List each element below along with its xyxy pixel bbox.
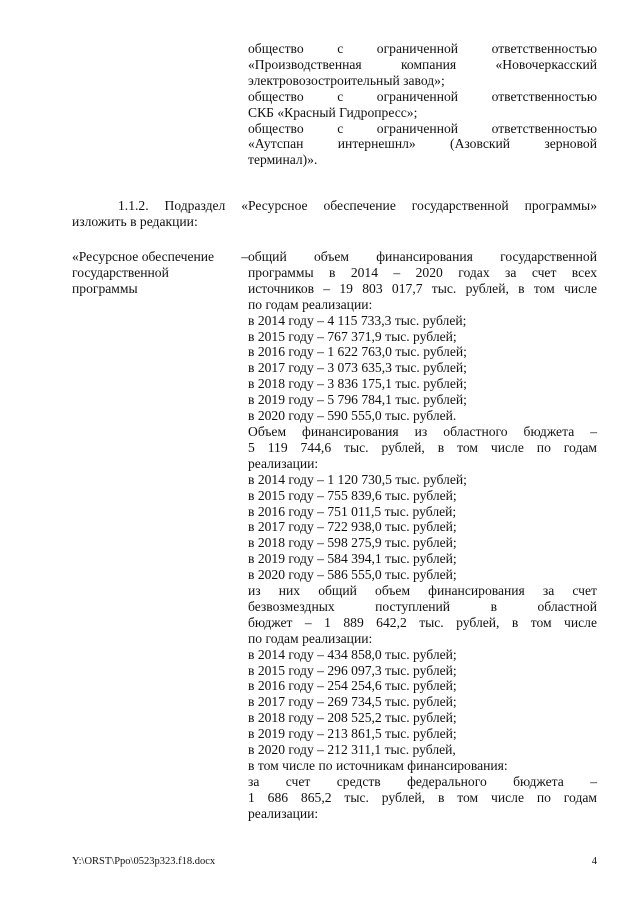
funding-line: в 2018 году – 208 525,2 тыс. рублей; xyxy=(248,710,457,726)
text-line: общество с ограниченной ответственностью xyxy=(248,120,597,136)
text-line: «Производственная компания «Новочеркасский xyxy=(248,56,597,72)
funding-line: в 2018 году – 598 275,9 тыс. рублей; xyxy=(248,535,457,551)
funding-line: 5 119 744,6 тыс. рублей, в том числе по годам xyxy=(248,439,597,455)
page-footer xyxy=(72,856,597,868)
funding-line: реализации: xyxy=(248,455,319,471)
funding-line: по годам реализации: xyxy=(248,296,373,312)
funding-line: общий объем финансирования государственной xyxy=(248,249,597,264)
funding-line: в 2016 году – 254 254,6 тыс. рублей; xyxy=(248,678,457,694)
funding-line: из них общий объем финансирования за счет xyxy=(248,583,597,599)
text-line: «Аутспан интернешнл» (Азовский зерновой xyxy=(248,136,597,152)
funding-line: в 2014 году – 434 858,0 тыс. рублей; xyxy=(248,646,457,662)
funding-line: в 2014 году – 4 115 733,3 тыс. рублей; xyxy=(248,312,467,328)
label-first-row xyxy=(72,249,248,265)
funding-line: 1 686 865,2 тыс. рублей, в том числе по годам xyxy=(248,789,597,805)
text-line: общество с ограниченной ответственностью xyxy=(248,88,597,104)
label-line-3: программы xyxy=(72,280,138,296)
funding-line: бюджет – 1 889 642,2 тыс. рублей, в том числе xyxy=(248,614,597,630)
text-line: общество с ограниченной ответственностью xyxy=(248,41,597,56)
organizations-list-end xyxy=(248,41,597,168)
funding-line: в 2015 году – 767 371,9 тыс. рублей; xyxy=(248,328,457,344)
funding-line: в 2020 году – 586 555,0 тыс. рублей; xyxy=(248,567,457,583)
page-number: 4 xyxy=(591,856,597,867)
funding-line: программы в 2014 – 2020 годах за счет всех xyxy=(248,264,597,280)
label-line-2: государственной xyxy=(72,264,169,280)
subsection-line-2: изложить в редакции: xyxy=(72,213,198,229)
table-label-cell xyxy=(72,249,248,297)
text-line: СКБ «Красный Гидропресс»; xyxy=(248,104,418,120)
subsection-heading xyxy=(72,198,597,230)
funding-line: в 2016 году – 1 622 763,0 тыс. рублей; xyxy=(248,344,467,360)
funding-line: в 2016 году – 751 011,5 тыс. рублей; xyxy=(248,503,457,519)
funding-line: в 2018 году – 3 836 175,1 тыс. рублей; xyxy=(248,376,467,392)
subsection-line-1: 1.1.2. Подраздел «Ресурсное обеспечение государственной программы» xyxy=(118,198,597,213)
funding-line: в 2019 году – 584 394,1 тыс. рублей; xyxy=(248,551,457,567)
funding-line: в 2017 году – 3 073 635,3 тыс. рублей; xyxy=(248,360,467,376)
funding-line: в 2020 году – 212 311,1 тыс. рублей, xyxy=(248,742,456,758)
file-path: Y:\ORST\Ppo\0523p323.f18.docx xyxy=(72,856,216,867)
text-line: электровозостроительный завод»; xyxy=(248,72,445,88)
funding-line: безвозмездных поступлений в областной xyxy=(248,598,597,614)
funding-line: в 2017 году – 269 734,5 тыс. рублей; xyxy=(248,694,457,710)
funding-line: в том числе по источникам финансирования: xyxy=(248,758,508,773)
funding-line: по годам реализации: xyxy=(248,630,373,646)
label-dash: – xyxy=(241,249,248,264)
funding-line: в 2015 году – 296 097,3 тыс. рублей; xyxy=(248,662,457,678)
funding-line: реализации: xyxy=(248,805,319,821)
funding-line: в 2014 году – 1 120 730,5 тыс. рублей; xyxy=(248,471,467,487)
table-value-cell xyxy=(248,249,597,822)
funding-line: в 2019 году – 213 861,5 тыс. рублей; xyxy=(248,726,457,742)
label-line-1: «Ресурсное обеспечение xyxy=(72,249,215,264)
funding-line: Объем финансирования из областного бюджета – xyxy=(248,423,597,439)
funding-line: в 2017 году – 722 938,0 тыс. рублей; xyxy=(248,519,457,535)
funding-line: в 2020 году – 590 555,0 тыс. рублей. xyxy=(248,408,457,424)
text-line: терминал)». xyxy=(248,152,318,168)
funding-line: в 2015 году – 755 839,6 тыс. рублей; xyxy=(248,487,457,503)
funding-line: в 2019 году – 5 796 784,1 тыс. рублей; xyxy=(248,392,467,408)
funding-line: за счет средств федерального бюджета – xyxy=(248,773,597,789)
funding-line: источников – 19 803 017,7 тыс. рублей, в том числе xyxy=(248,280,597,296)
